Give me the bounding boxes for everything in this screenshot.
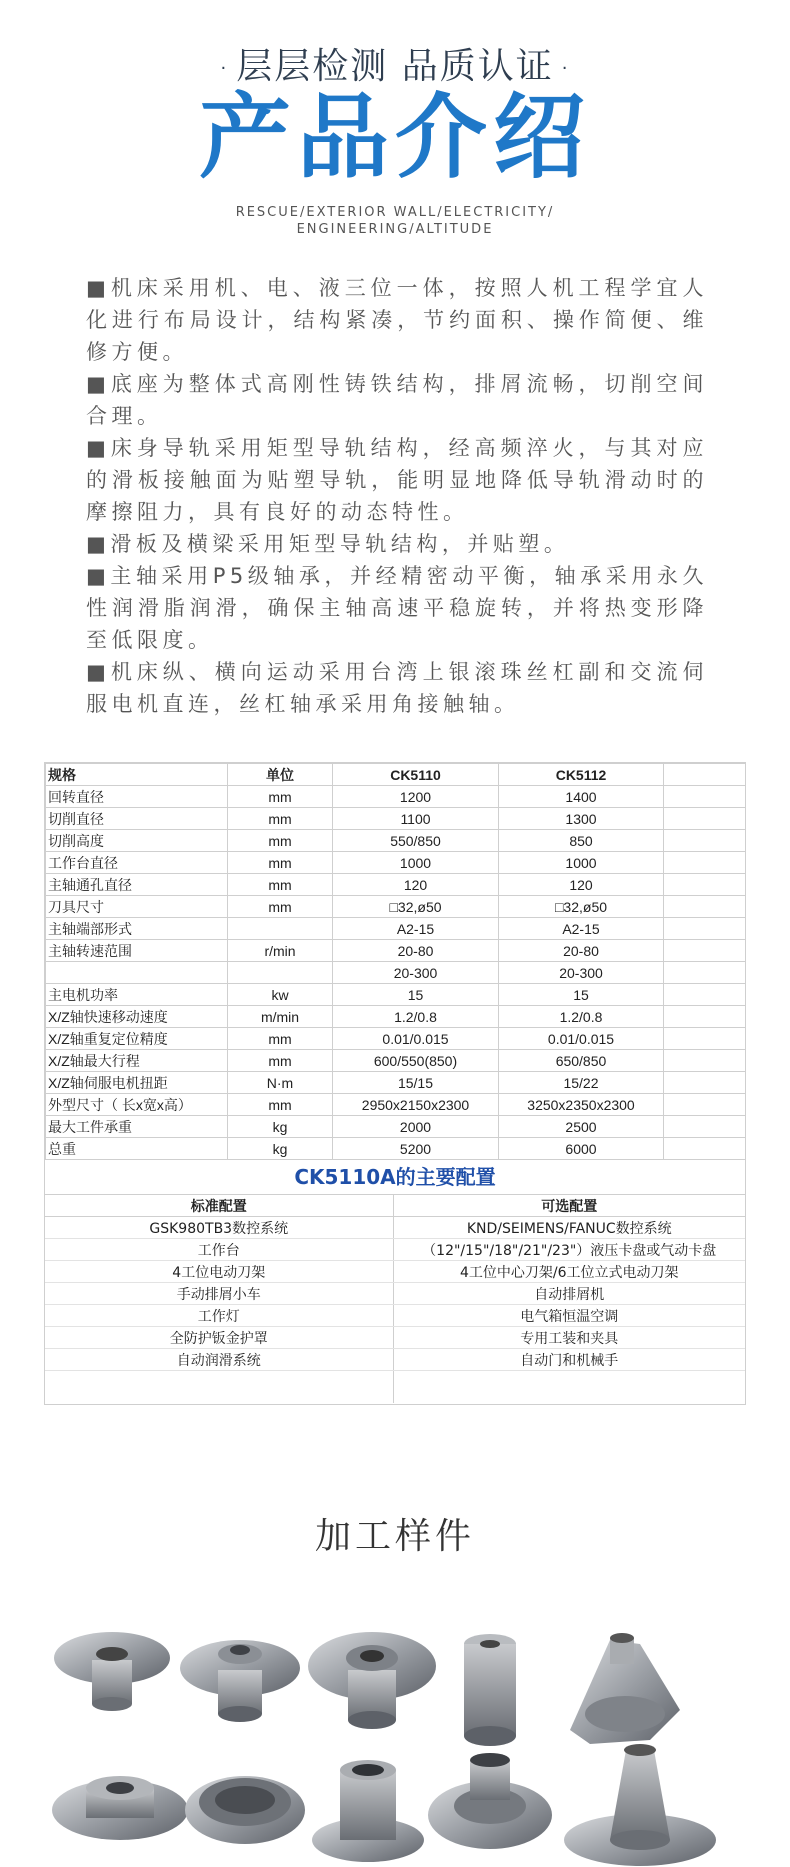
table-row (45, 1327, 745, 1349)
config-cell: 全防护钣金护罩 (45, 1327, 393, 1349)
hero-subtitle-text: 层层检测 品质认证 (236, 46, 554, 87)
spec-cell: 1.2/0.8 (333, 1006, 499, 1028)
table-row (46, 852, 746, 874)
sample-part-8 (312, 1760, 424, 1862)
sample-part-9 (428, 1753, 552, 1849)
spec-cell: X/Z轴最大行程 (46, 1050, 228, 1072)
config-header-standard: 标准配置 (45, 1195, 393, 1217)
spec-cell: kg (228, 1138, 333, 1160)
config-empty-cell (393, 1371, 745, 1404)
spec-header-cell: 单位 (228, 764, 333, 786)
config-spacer-row (45, 1371, 745, 1404)
subtitle-dot-right: · (561, 57, 570, 79)
table-row (46, 874, 746, 896)
spec-empty-cell (664, 962, 746, 984)
spec-cell: mm (228, 896, 333, 918)
spec-cell: 850 (499, 830, 664, 852)
spec-empty-cell (664, 1072, 746, 1094)
config-cell: 4工位中心刀架/6工位立式电动刀架 (393, 1261, 745, 1283)
spec-cell: A2-15 (499, 918, 664, 940)
spec-cell: m/min (228, 1006, 333, 1028)
table-row (46, 1094, 746, 1116)
table-row (46, 896, 746, 918)
spec-cell: 1000 (333, 852, 499, 874)
table-row (46, 1072, 746, 1094)
spec-cell: 主轴通孔直径 (46, 874, 228, 896)
spec-empty-cell (664, 830, 746, 852)
spec-header-cell: CK5110 (333, 764, 499, 786)
table-row (46, 1138, 746, 1160)
config-title: CK5110A的主要配置 (45, 1160, 745, 1195)
spec-cell: □32,ø50 (499, 896, 664, 918)
feature-item: ■床身导轨采用矩型导轨结构，经高频淬火，与其对应的滑板接触面为贴塑导轨，能明显地降低导轨滑动时的摩擦阻力，具有良好的动态特性。 (86, 436, 708, 524)
config-cell: GSK980TB3数控系统 (45, 1217, 393, 1239)
spec-cell: 1100 (333, 808, 499, 830)
config-cell: 专用工装和夹具 (393, 1327, 745, 1349)
spec-cell: 6000 (499, 1138, 664, 1160)
spec-empty-cell (664, 918, 746, 940)
table-row (46, 940, 746, 962)
table-row (45, 1349, 745, 1371)
sample-part-6 (52, 1776, 188, 1840)
spec-cell: 550/850 (333, 830, 499, 852)
spec-cell: 20-300 (333, 962, 499, 984)
spec-cell: kw (228, 984, 333, 1006)
spec-cell: 3250x2350x2300 (499, 1094, 664, 1116)
spec-cell: 工作台直径 (46, 852, 228, 874)
feature-item: ■底座为整体式高刚性铸铁结构，排屑流畅，切削空间合理。 (86, 372, 708, 428)
config-cell: 自动排屑机 (393, 1283, 745, 1305)
spec-cell: 主轴转速范围 (46, 940, 228, 962)
spec-empty-cell (664, 1050, 746, 1072)
spec-cell: 刀具尺寸 (46, 896, 228, 918)
spec-header-cell: 规格 (46, 764, 228, 786)
spec-cell: X/Z轴快速移动速度 (46, 1006, 228, 1028)
spec-cell: 20-300 (499, 962, 664, 984)
sample-gallery (50, 1610, 740, 1867)
spec-empty-cell (664, 1138, 746, 1160)
config-table (45, 1195, 745, 1403)
spec-empty-cell (664, 1028, 746, 1050)
spec-cell: mm (228, 808, 333, 830)
spec-cell: mm (228, 852, 333, 874)
spec-cell: 650/850 (499, 1050, 664, 1072)
table-row (46, 1116, 746, 1138)
spec-cell: 外型尺寸（ 长x宽x高） (46, 1094, 228, 1116)
table-row (46, 1028, 746, 1050)
spec-cell: kg (228, 1116, 333, 1138)
spec-empty-cell (664, 896, 746, 918)
spec-empty-cell (664, 1116, 746, 1138)
spec-cell: mm (228, 830, 333, 852)
spec-cell: 主轴端部形式 (46, 918, 228, 940)
spec-cell: 120 (333, 874, 499, 896)
spec-cell: 0.01/0.015 (499, 1028, 664, 1050)
spec-cell (228, 918, 333, 940)
spec-empty-cell (664, 764, 746, 786)
table-row (45, 1217, 745, 1239)
spec-cell: 1300 (499, 808, 664, 830)
config-empty-cell (45, 1371, 393, 1404)
table-row (45, 1261, 745, 1283)
spec-cell: 1.2/0.8 (499, 1006, 664, 1028)
spec-cell: 120 (499, 874, 664, 896)
spec-cell: N·m (228, 1072, 333, 1094)
spec-empty-cell (664, 852, 746, 874)
spec-empty-cell (664, 874, 746, 896)
table-row (45, 1239, 745, 1261)
spec-empty-cell (664, 1006, 746, 1028)
table-row (46, 786, 746, 808)
table-row (46, 808, 746, 830)
config-cell: 4工位电动刀架 (45, 1261, 393, 1283)
spec-cell: 15/22 (499, 1072, 664, 1094)
feature-item: ■机床纵、横向运动采用台湾上银滚珠丝杠副和交流伺服电机直连，丝杠轴承采用角接触轴。 (86, 660, 708, 716)
feature-list (86, 272, 708, 720)
sample-part-5 (570, 1633, 680, 1744)
feature-item: ■滑板及横梁采用矩型导轨结构，并贴塑。 (86, 532, 570, 556)
tagline-line-1: RESCUE/EXTERIOR WALL/ELECTRICITY/ (235, 205, 555, 220)
spec-cell: 1400 (499, 786, 664, 808)
samples-title: 加工样件 (314, 1516, 475, 1557)
spec-cell: 20-80 (333, 940, 499, 962)
hero-subtitle (0, 38, 790, 89)
tagline-line-2: ENGINEERING/ALTITUDE (296, 222, 494, 237)
spec-header-row (46, 764, 746, 786)
spec-header-cell: CK5112 (499, 764, 664, 786)
spec-cell: mm (228, 1094, 333, 1116)
spec-cell: □32,ø50 (333, 896, 499, 918)
spec-cell: 最大工件承重 (46, 1116, 228, 1138)
config-header-row (45, 1195, 745, 1217)
spec-empty-cell (664, 1094, 746, 1116)
config-cell: KND/SEIMENS/FANUC数控系统 (393, 1217, 745, 1239)
table-row (45, 1283, 745, 1305)
spec-cell (228, 962, 333, 984)
spec-empty-cell (664, 786, 746, 808)
english-tagline (235, 204, 555, 238)
config-cell: 自动润滑系统 (45, 1349, 393, 1371)
spec-cell: 总重 (46, 1138, 228, 1160)
spec-cell: r/min (228, 940, 333, 962)
sample-part-10 (564, 1744, 716, 1866)
table-row (46, 1006, 746, 1028)
sample-part-3 (308, 1632, 436, 1729)
spec-cell: 0.01/0.015 (333, 1028, 499, 1050)
spec-cell: 1200 (333, 786, 499, 808)
config-cell: 手动排屑小车 (45, 1283, 393, 1305)
sample-part-2 (180, 1640, 300, 1722)
spec-cell: 15 (499, 984, 664, 1006)
spec-empty-cell (664, 940, 746, 962)
config-cell: 自动门和机械手 (393, 1349, 745, 1371)
spec-cell: 600/550(850) (333, 1050, 499, 1072)
table-row (46, 984, 746, 1006)
spec-cell: 2000 (333, 1116, 499, 1138)
spec-cell: mm (228, 786, 333, 808)
spec-cell: 2500 (499, 1116, 664, 1138)
sample-part-7 (185, 1776, 305, 1844)
config-cell: 工作灯 (45, 1305, 393, 1327)
spec-cell: X/Z轴伺服电机扭距 (46, 1072, 228, 1094)
spec-cell: A2-15 (333, 918, 499, 940)
spec-cell: mm (228, 1028, 333, 1050)
sample-parts-image (50, 1610, 740, 1867)
spec-empty-cell (664, 984, 746, 1006)
spec-cell: 5200 (333, 1138, 499, 1160)
spec-cell: 主电机功率 (46, 984, 228, 1006)
config-cell: （12"/15"/18"/21"/23"）液压卡盘或气动卡盘 (393, 1239, 745, 1261)
sample-part-1 (54, 1632, 170, 1711)
feature-item: ■机床采用机、电、液三位一体，按照人机工程学宜人化进行布局设计，结构紧凑，节约面积、操作简便、维修方便。 (86, 276, 708, 364)
page-title: 产品介绍 (198, 84, 591, 191)
spec-cell: 1000 (499, 852, 664, 874)
config-cell: 电气箱恒温空调 (393, 1305, 745, 1327)
config-cell: 工作台 (45, 1239, 393, 1261)
table-row (46, 830, 746, 852)
spec-table (45, 763, 746, 1160)
spec-cell: mm (228, 1050, 333, 1072)
spec-cell: 切削高度 (46, 830, 228, 852)
subtitle-dot-left: · (220, 57, 229, 79)
spec-cell: mm (228, 874, 333, 896)
spec-cell: 切削直径 (46, 808, 228, 830)
sample-part-4 (464, 1634, 516, 1746)
table-row (46, 962, 746, 984)
feature-item: ■主轴采用P5级轴承，并经精密动平衡，轴承采用永久性润滑脂润滑，确保主轴高速平稳旋转，并将热变形降至低限度。 (86, 564, 708, 652)
spec-cell: X/Z轴重复定位精度 (46, 1028, 228, 1050)
table-row (46, 1050, 746, 1072)
spec-cell (46, 962, 228, 984)
spec-cell: 2950x2150x2300 (333, 1094, 499, 1116)
config-header-optional: 可选配置 (393, 1195, 745, 1217)
spec-cell: 15/15 (333, 1072, 499, 1094)
spec-panel (44, 762, 746, 1405)
spec-cell: 20-80 (499, 940, 664, 962)
table-row (45, 1305, 745, 1327)
table-row (46, 918, 746, 940)
spec-empty-cell (664, 808, 746, 830)
spec-cell: 15 (333, 984, 499, 1006)
spec-cell: 回转直径 (46, 786, 228, 808)
